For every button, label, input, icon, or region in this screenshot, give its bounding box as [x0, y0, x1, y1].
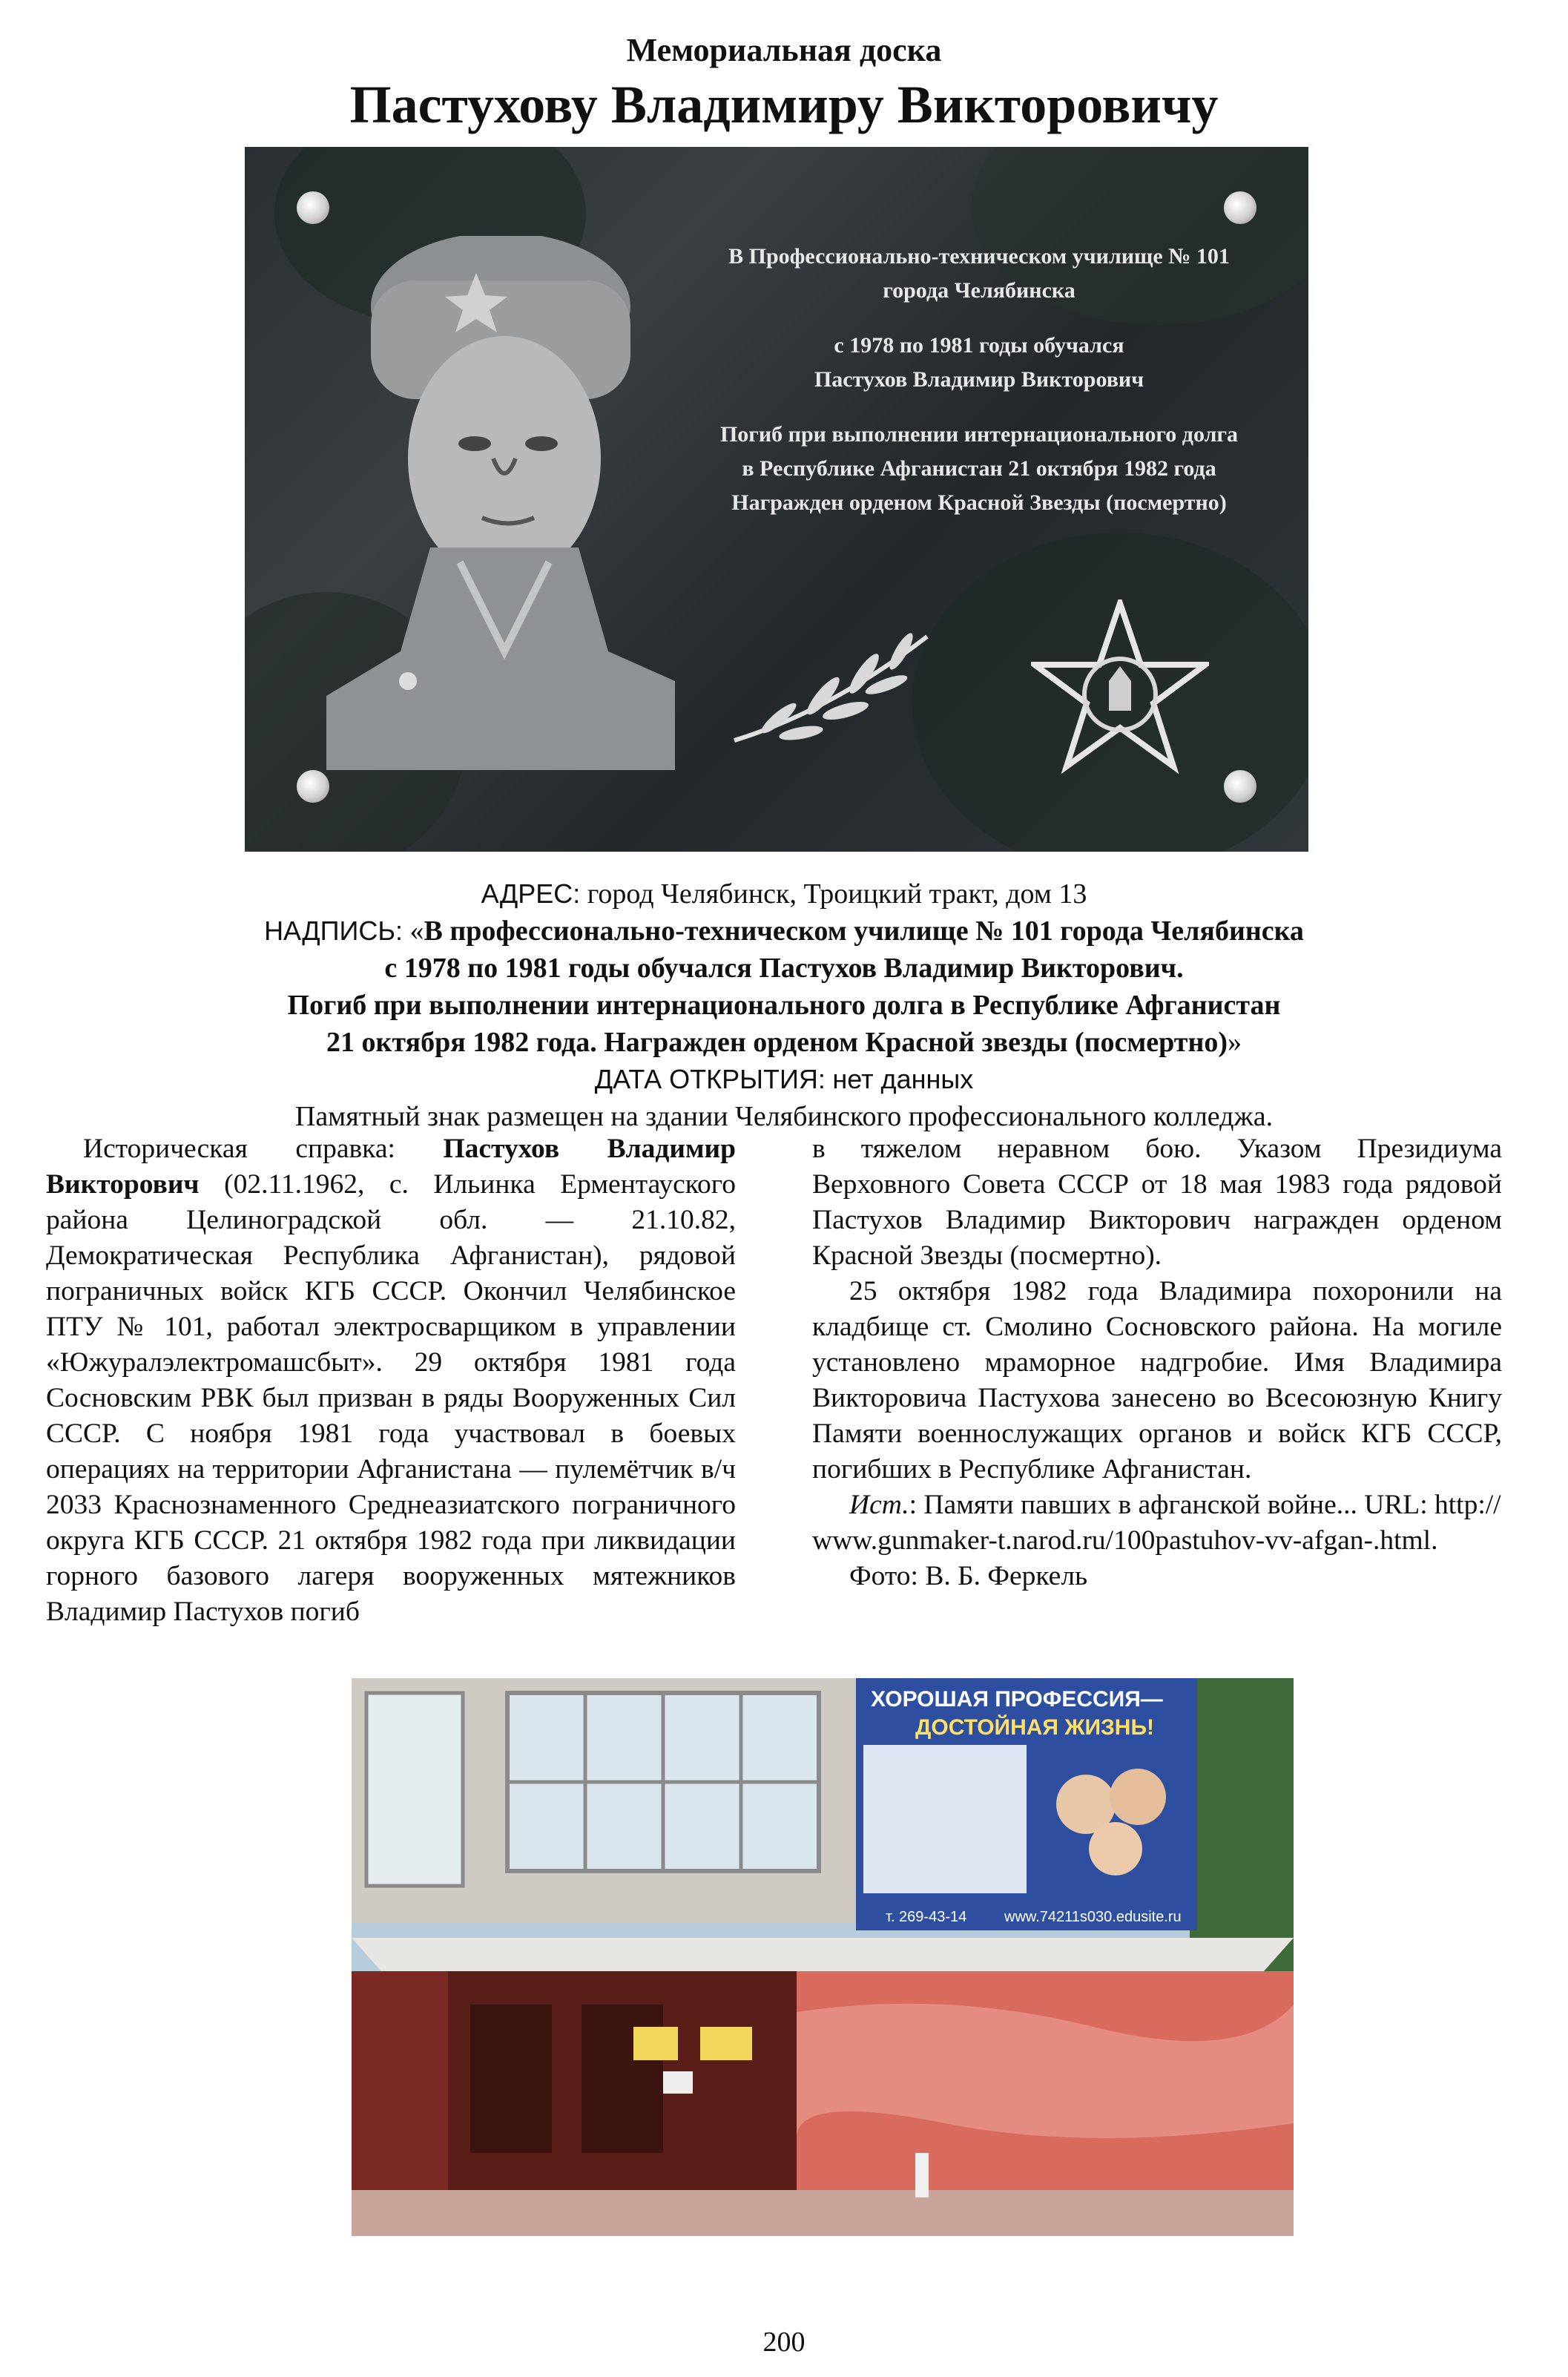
- photo-credit: Фото: В. Б. Феркель: [849, 1561, 1088, 1591]
- historical-note-right-column: [812, 1131, 1502, 1594]
- plaque-inscription: [690, 240, 1268, 541]
- memorial-plaque-photo: [245, 147, 1308, 852]
- inscription-label: НАДПИСЬ:: [264, 915, 403, 946]
- building-illustration: [352, 1678, 1294, 2236]
- source-label: Ист.: [849, 1490, 909, 1520]
- mount-screw-icon: [297, 191, 329, 224]
- banner-title-2: ДОСТОЙНАЯ ЖИЗНЬ!: [915, 1715, 1155, 1740]
- location-note: Памятный знак размещен на здании Челябинского профессионального колледжа.: [294, 1101, 1274, 1132]
- plaque-line: Пастухов Владимир Викторович: [814, 367, 1144, 392]
- inscription-line: [89, 913, 1479, 950]
- laurel-branch-icon: [719, 622, 942, 755]
- historical-note-continuation: в тяжелом неравном бою. Указом Президиума Верховного Совета СССР от 18 мая 1983 года рядовой Пастухов Владимир Викторович награжден орденом Красной Звезды (посмертно).: [812, 1134, 1502, 1271]
- inscription-text-4: 21 октября 1982 года. Награжден орденом Красной звезды (посмертно): [326, 1027, 1228, 1058]
- mount-screw-icon: [1224, 770, 1256, 803]
- inscription-close-quote: »: [1228, 1027, 1242, 1058]
- burial-paragraph: 25 октября 1982 года Владимира похоронили на кладбище ст. Смолино Сосновского района. На могиле установлено мраморное надгробие. Имя Владимира Викторовича Пастухова занесено во Всесоюзную Книгу Памяти военнослужащих органов и войск КГБ СССР, погибших в Республике Афганистан.: [812, 1276, 1502, 1485]
- page-number: 200: [762, 2327, 806, 2358]
- opening-date-label: ДАТА ОТКРЫТИЯ:: [594, 1064, 826, 1094]
- inscription-text-1: В профессионально-техническом училище № 101 города Челябинска: [424, 915, 1304, 947]
- plaque-line: города Челябинска: [883, 278, 1075, 303]
- source-text: : Памяти павших в афганской войне... URL: http://www.gunmaker-t.narod.ru/100pastuhov-vv-afgan-.html.: [812, 1490, 1501, 1556]
- historical-note-left-column: [46, 1131, 736, 1630]
- hero-name: Пастухов Владимир Викторович: [46, 1134, 736, 1200]
- page-title: Пастухову Владимиру Викторовичу: [349, 75, 1219, 134]
- address-value: город Челябинск, Троицкий тракт, дом 13: [587, 878, 1087, 910]
- historical-note-intro: Историческая справка:: [83, 1134, 444, 1164]
- plaque-line: в Республике Афганистан 21 октября 1982 года: [742, 456, 1216, 481]
- memorial-caption: [89, 875, 1479, 1135]
- source-reference: [812, 1487, 1502, 1559]
- plaque-line: Погиб при выполнении интернационального долга: [719, 422, 1239, 447]
- inscription-text-2: с 1978 по 1981 годы обучался Пастухов Владимир Викторович.: [384, 953, 1184, 984]
- plaque-line: В Профессионально-техническом училище № 101: [728, 244, 1230, 269]
- address-line: [89, 875, 1479, 913]
- mount-screw-icon: [297, 770, 329, 803]
- red-star-order-icon: [1031, 599, 1209, 777]
- plaque-line: с 1978 по 1981 годы обучался: [834, 333, 1124, 358]
- opening-date-line: [89, 1061, 1479, 1098]
- banner-phone: т. 269-43-14: [886, 1909, 967, 1925]
- address-label: АДРЕС:: [481, 878, 581, 909]
- inscription-open-quote: «: [409, 915, 424, 947]
- banner-title-1: ХОРОШАЯ ПРОФЕССИЯ—: [871, 1687, 1163, 1712]
- historical-note-paragraph: [46, 1131, 736, 1630]
- mount-screw-icon: [1224, 191, 1256, 224]
- page-kicker: Мемориальная доска: [626, 32, 942, 68]
- plaque-line: Награжден орденом Красной Звезды (посмертно): [731, 490, 1227, 515]
- soldier-portrait-engraving: [326, 236, 675, 770]
- banner-site: www.74211s030.edusite.ru: [1004, 1909, 1182, 1925]
- inscription-text-3: Погиб при выполнении интернационального долга в Республике Афганистан: [287, 990, 1281, 1021]
- college-building-photo: [352, 1678, 1294, 2236]
- historical-note-body: (02.11.1962, с. Ильинка Ерментауского района Целиноградской обл. — 21.10.82, Демократическая Республика Афганистан), рядовой пограничных войск КГБ СССР. Окончил Челябинское ПТУ № 101, работал электросварщиком в управлении «Южуралэлектромашсбыт». 29 октября 1981 года Сосновским РВК был призван в ряды Вооруженных Сил СССР. С ноября 1981 года участвовал в боевых операциях на территории Афганистана — пулемётчик в/ч 2033 Краснознаменного Среднеазиатского пограничного округа КГБ СССР. 21 октября 1982 года при ликвидации горного базового лагеря вооруженных мятежников Владимир Пастухов погиб: [46, 1169, 736, 1627]
- opening-date-value: нет данных: [832, 1064, 974, 1094]
